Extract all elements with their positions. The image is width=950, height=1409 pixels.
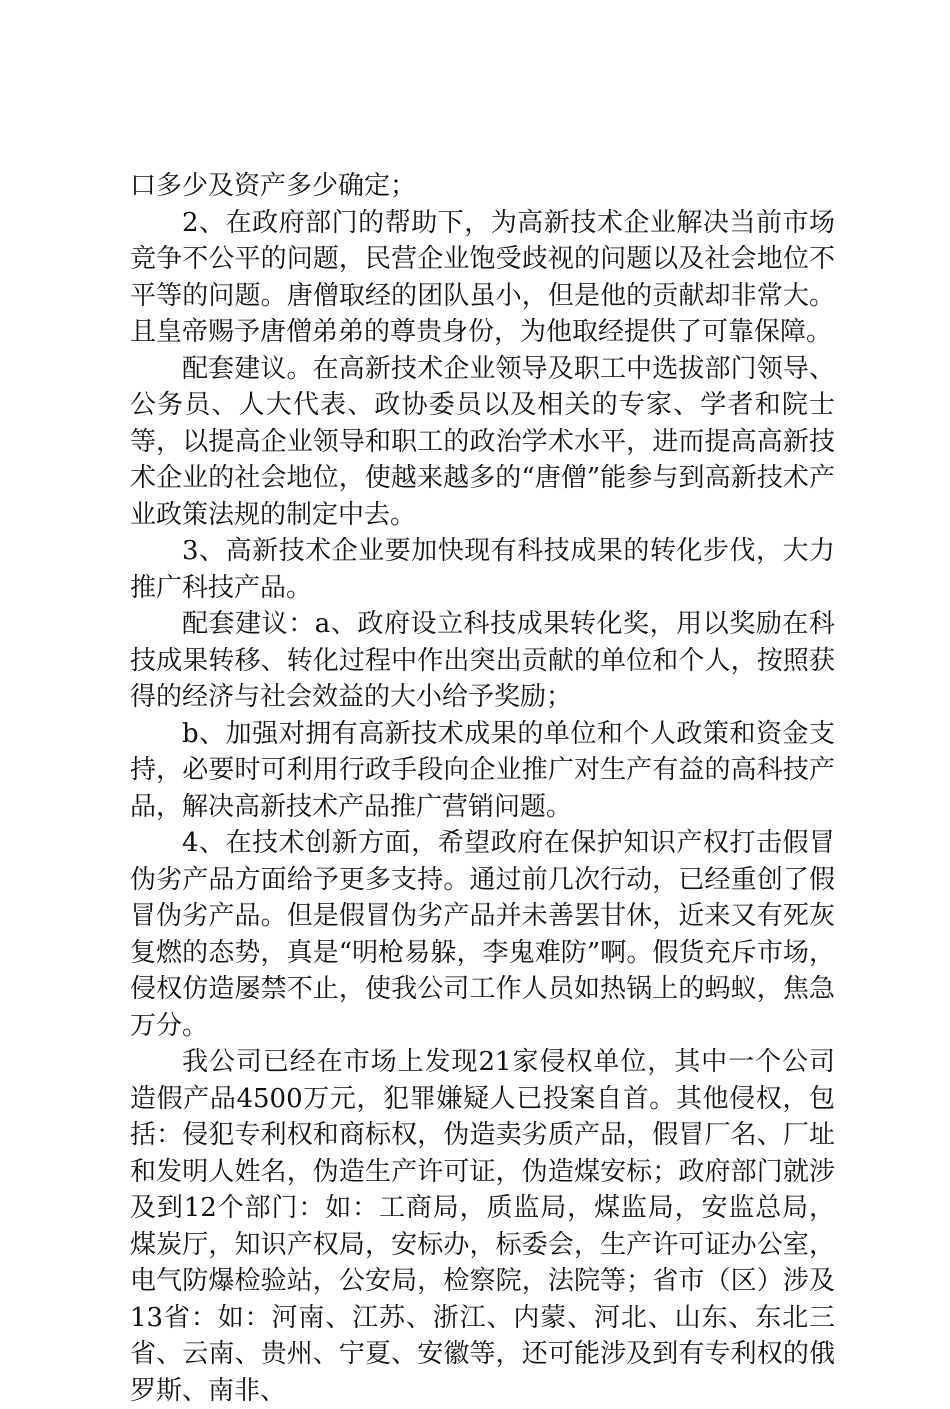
paragraph-infringement-details: 我公司已经在市场上发现21家侵权单位，其中一个公司造假产品4500万元，犯罪嫌疑人已投案自首。其他侵权，包括：侵犯专利权和商标权，伪造卖劣质产品，假冒厂名、厂址和发明人姓名，伪造生产许可证，伪造煤安标；政府部门就涉及到12个部门：如：工商局，质监局，煤监局，安监总局，煤炭厅，知识产权局，安标办，标委会，生产许可证办公室，电气防爆检验站，公安局，检察院，法院等；省市（区）涉及13省：如：河南、江苏、浙江、内蒙、河北、山东、东北三省、云南、贵州、宁夏、安徽等，还可能涉及到有专利权的俄罗斯、南非、 (130, 1047, 835, 1406)
document-body (130, 168, 835, 1409)
paragraph-suggestion-b: b、加强对拥有高新技术成果的单位和个人政策和资金支持，必要时可利用行政手段向企业推广对生产有益的高科技产品，解决高新技术产品推广营销问题。 (130, 718, 835, 822)
paragraph-continuation: 口多少及资产多少确定； (130, 171, 417, 201)
paragraph-item-4: 4、在技术创新方面，希望政府在保护知识产权打击假冒伪劣产品方面给予更多支持。通过前几次行动，已经重创了假冒伪劣产品。但是假冒伪劣产品并未善罢甘休，近来又有死灰复燃的态势，真是“明枪易躲，李鬼难防”啊。假货充斥市场，侵权仿造屡禁不止，使我公司工作人员如热锅上的蚂蚁，焦急万分。 (130, 828, 835, 1041)
paragraph-item-3: 3、高新技术企业要加快现有科技成果的转化步伐，大力推广科技产品。 (130, 536, 835, 603)
paragraph-item-2: 2、在政府部门的帮助下，为高新技术企业解决当前市场竞争不公平的问题，民营企业饱受歧视的问题以及社会地位不平等的问题。唐僧取经的团队虽小，但是他的贡献却非常大。且皇帝赐予唐僧弟弟的尊贵身份，为他取经提供了可靠保障。 (130, 207, 835, 347)
paragraph-supporting-suggestion-a: 配套建议：a、政府设立科技成果转化奖，用以奖励在科技成果转移、转化过程中作出突出贡献的单位和个人，按照获得的经济与社会效益的大小给予奖励； (130, 609, 835, 712)
paragraph-supporting-suggestion: 配套建议。在高新技术企业领导及职工中选拔部门领导、公务员、人大代表、政协委员以及相关的专家、学者和院士等，以提高企业领导和职工的政治学术水平，进而提高高新技术企业的社会地位，使越来越多的“唐僧”能参与到高新技术产业政策法规的制定中去。 (130, 353, 835, 530)
